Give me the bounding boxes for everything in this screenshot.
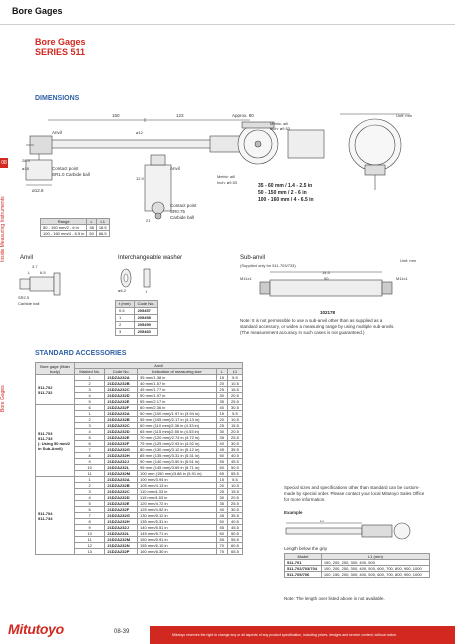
indication-cell: 70 mm (120 mm)/2.74 in (4.72 in)	[138, 435, 217, 441]
side-tab-bore-gages: Bore Gages	[0, 385, 6, 412]
anvil-carbide: Carbide ball	[18, 301, 40, 306]
dim-d128: ø12.8	[32, 188, 44, 193]
l1-cell: 20.5	[227, 429, 242, 435]
model-cell: 511-702/703/704	[285, 566, 322, 572]
t-cell: 3	[116, 329, 135, 336]
l1-cell: 40.5	[227, 519, 242, 525]
marked-cell: 6	[75, 405, 105, 411]
l-cell: 60	[216, 465, 227, 471]
marked-cell: 3	[75, 489, 105, 495]
subanvil-dim-14-5: 14.5	[322, 270, 330, 275]
l-header: L	[87, 219, 96, 225]
l-cell: 20	[216, 417, 227, 423]
anvil-sr: SR2.5	[18, 295, 30, 300]
code-cell: 21DZA232E	[105, 399, 138, 405]
marked-cell: 10	[75, 531, 105, 537]
range-notes	[258, 183, 314, 204]
example-drawing	[284, 520, 429, 542]
l1-cell: 25.5	[227, 399, 242, 405]
marked-cell: 6	[75, 441, 105, 447]
subanvil-drawing	[240, 268, 430, 318]
range-note: 50 - 150 mm / 2 - 6 in	[258, 190, 307, 196]
l1-cell: 10.5	[227, 417, 242, 423]
model-cell: 511-702 511-732	[36, 375, 75, 405]
l1-cell: 10.5	[227, 483, 242, 489]
code-cell: 21DZA232E	[105, 435, 138, 441]
indication-cell: 50 mm (100 mm)/1.97 in (3.94 in)	[138, 411, 217, 417]
section-title-line1: Bore Gages	[35, 37, 86, 47]
indication-cell: 65 mm (115 mm)/2.55 in (4.53 in)	[138, 429, 217, 435]
l-cell: 38	[87, 225, 96, 231]
dim-d18: ø18	[22, 166, 29, 171]
code-cell: 205459	[134, 322, 158, 329]
code-header: Code No.	[105, 369, 138, 375]
table-row	[285, 572, 430, 578]
side-page-marker: 08	[1, 160, 7, 166]
l1-cell: 30.5	[227, 405, 242, 411]
marked-cell: 12	[75, 543, 105, 549]
dimensions-unit: Unit: mm	[396, 113, 412, 118]
code-cell: 21DZA232L	[105, 465, 138, 471]
l1-cell: 45.5	[227, 525, 242, 531]
washer-table	[115, 300, 158, 336]
l-cell: 25	[216, 387, 227, 393]
l-cell: 15	[216, 375, 227, 381]
code-cell: 21DZA232D	[105, 393, 138, 399]
l1-cell: 20.5	[227, 393, 242, 399]
label-inch: Inch: ø9.53	[270, 126, 291, 131]
l1-cell: 30.5	[227, 507, 242, 513]
model-cell: 511-703 511-733 (: Using 50 mm/2 in Sub-Anvil)	[36, 405, 75, 477]
indication-cell: 130 mm/5.12 in	[138, 513, 217, 519]
code-cell: 205457	[134, 308, 158, 315]
l-cell: 50	[87, 231, 96, 237]
subanvil-thread-right: M11x1	[396, 276, 408, 281]
code-cell: 21DZA232C	[105, 387, 138, 393]
l-cell: 40	[216, 507, 227, 513]
l1-cell: 5.5	[227, 411, 242, 417]
l-cell: 25	[216, 489, 227, 495]
table-row	[116, 329, 158, 336]
label-contact-point: Contact point	[52, 166, 79, 171]
l-cell: 35	[216, 435, 227, 441]
section-title-line2: SERIES 511	[35, 47, 86, 57]
dim-d12: ø12	[136, 130, 143, 135]
code-cell: 21DZA232C	[105, 423, 138, 429]
indication-cell: 150 mm/5.91 in	[138, 537, 217, 543]
l1-cell: 65.5	[227, 549, 242, 555]
code-cell: 21DZA232B	[105, 381, 138, 387]
subanvil-thread-left: M11x1	[240, 276, 252, 281]
washer-drawing	[116, 264, 166, 294]
page-number: 08-39	[114, 629, 130, 635]
l1-cell: 60.5	[227, 543, 242, 549]
table-row	[41, 231, 110, 237]
dim-approx80: Approx. 80	[232, 113, 254, 118]
marked-cell: 1	[75, 477, 105, 483]
l-header: L	[216, 369, 227, 375]
marked-cell: 1	[75, 411, 105, 417]
l1-cell: 25.5	[227, 501, 242, 507]
range-header: Range	[41, 219, 87, 225]
code-cell: 21DZA232F	[105, 507, 138, 513]
code-cell: 21DZA232M	[105, 471, 138, 477]
indication-cell: 35 mm/1.38 in	[138, 375, 217, 381]
mitutoyo-logo: Mitutoyo	[8, 621, 64, 637]
l1-cell: 15.5	[227, 387, 242, 393]
dimensions-heading: DIMENSIONS	[35, 95, 80, 102]
model-header: Model	[285, 554, 322, 560]
indication-cell: 55 mm (105 mm)/2.17 in (4.13 in)	[138, 417, 217, 423]
marked-cell: 13	[75, 549, 105, 555]
indication-cell: 55 mm/2.17 in	[138, 399, 217, 405]
model-cell: 511-705/706	[285, 572, 322, 578]
code-cell: 21DZA232A	[105, 375, 138, 381]
l-cell: 75	[216, 549, 227, 555]
l-cell: 55	[216, 459, 227, 465]
subanvil-note: Note: It is not permissible to use a sub-anvil other than as supplied as a standard accessory, or widen a measuring range by using multiple sub-anvils. (The measurement accuracy in such cases is not guaranteed.)	[240, 318, 395, 335]
marked-cell: 5	[75, 399, 105, 405]
marked-cell: 5	[75, 501, 105, 507]
accessories-heading: STANDARD ACCESSORIES	[35, 350, 127, 357]
label-inch-2: Inch: ø9.53	[217, 180, 238, 185]
marked-cell: 6	[75, 507, 105, 513]
special-model-table	[284, 553, 430, 578]
marked-cell: 9	[75, 525, 105, 531]
l1-cell: 100, 200, 250, 300, 400, 500, 600, 700, 800, 900, 1000	[321, 566, 429, 572]
l-cell: 70	[216, 543, 227, 549]
code-cell: 21DZA232M	[105, 537, 138, 543]
indication-cell: 60 mm/2.36 in	[138, 405, 217, 411]
l1-cell: 5.5	[227, 375, 242, 381]
anvil-dim-3-7: 3.7	[32, 264, 38, 269]
indication-cell: 45 mm/1.77 in	[138, 387, 217, 393]
indication-cell: 90 mm (140 mm)/3.50 in (5.51 in)	[138, 459, 217, 465]
code-cell: 21DZA232D	[105, 429, 138, 435]
marked-cell: 11	[75, 537, 105, 543]
indication-cell: 80 mm (130 mm)/3.12 in (5.12 in)	[138, 447, 217, 453]
l1-cell: 15.5	[227, 423, 242, 429]
special-note: Note: The length over listed above is not available.	[284, 596, 385, 601]
code-cell: 21DZA232G	[105, 513, 138, 519]
code-cell: 21DZA232D	[105, 495, 138, 501]
l-cell: 40	[216, 405, 227, 411]
range-cell: 100 - 160 mm/4 - 6.5 in	[41, 231, 87, 237]
label-anvil-2: Anvil	[170, 166, 180, 171]
indication-cell: 105 mm/4.13 in	[138, 483, 217, 489]
marked-cell: 1	[75, 375, 105, 381]
l1-header: L1	[227, 369, 242, 375]
model-cell: 511-701	[285, 560, 322, 566]
code-cell: 21DZA232C	[105, 489, 138, 495]
dim-28: 28.5	[22, 158, 30, 163]
range-note: 100 - 160 mm / 4 - 6.5 in	[258, 197, 314, 203]
code-cell: 21DZA232H	[105, 519, 138, 525]
indication-cell: 155 mm/6.10 in	[138, 543, 217, 549]
subanvil-dim-50: 50	[324, 276, 329, 281]
range-cell: 50 - 150 mm/2 - 6 in	[41, 225, 87, 231]
l1-cell: 35.5	[227, 447, 242, 453]
indication-cell: 60 mm (110 mm)/2.36 in (4.33 in)	[138, 423, 217, 429]
indication-cell: 100 mm/3.94 in	[138, 477, 217, 483]
page-header-title: Bore Gages	[12, 6, 63, 16]
marked-header: Marked No.	[75, 369, 105, 375]
l-cell: 25	[216, 423, 227, 429]
marked-cell: 4	[75, 393, 105, 399]
marked-cell: 10	[75, 465, 105, 471]
l1-cell: 55.5	[227, 537, 242, 543]
l-cell: 20	[216, 381, 227, 387]
marked-cell: 7	[75, 513, 105, 519]
label-anvil: Anvil	[52, 130, 62, 135]
marked-cell: 4	[75, 429, 105, 435]
marked-cell: 7	[75, 447, 105, 453]
anvil-l-label: L	[28, 270, 31, 275]
l-cell: 45	[216, 447, 227, 453]
label-metric-2: Metric: ø8	[217, 174, 235, 179]
label-carbide-ball-2: Carbide ball	[170, 215, 195, 220]
accessories-table	[35, 362, 243, 555]
l1-mm-header: L1 (mm)	[321, 554, 429, 560]
l-cell: 50	[216, 519, 227, 525]
code-cell: 21DZA232F	[105, 441, 138, 447]
indication-cell: 140 mm/5.51 in	[138, 525, 217, 531]
range-table	[40, 218, 110, 237]
label-metric: Metric: ø8	[270, 121, 288, 126]
l1-cell: 25.5	[227, 435, 242, 441]
anvil-title: Anvil	[20, 255, 34, 261]
l1-cell: 55.5	[227, 471, 242, 477]
l-cell: 15	[216, 477, 227, 483]
l1-cell: 35.5	[227, 513, 242, 519]
marked-cell: 4	[75, 495, 105, 501]
l1-cell: 16.5	[96, 225, 109, 231]
washer-d: ø6.2	[118, 288, 127, 293]
l-cell: 65	[216, 471, 227, 477]
anvil-dim-6-5: 6.5	[40, 270, 46, 275]
code-cell: 21DZA232N	[105, 543, 138, 549]
indication-cell: 120 mm/4.72 in	[138, 501, 217, 507]
marked-cell: 8	[75, 519, 105, 525]
special-text: Special sizes and specifications other than standard can be custom-made by special order. Please contact your local Mitutoyo Sales Office for more information.	[284, 485, 425, 502]
l1-cell: 5.5	[227, 477, 242, 483]
marked-cell: 2	[75, 417, 105, 423]
indication-cell: 95 mm (145 mm)/3.69 in (5.71 in)	[138, 465, 217, 471]
header-divider	[0, 24, 455, 25]
code-header: Code No.	[134, 301, 158, 308]
table-row	[116, 315, 158, 322]
marked-cell: 2	[75, 483, 105, 489]
l-cell: 50	[216, 453, 227, 459]
table-row	[116, 322, 158, 329]
indication-cell: 50 mm/1.97 in	[138, 393, 217, 399]
dim-21: 21	[146, 218, 151, 223]
indication-cell: 145 mm/5.71 in	[138, 531, 217, 537]
indication-cell: 115 mm/4.53 in	[138, 495, 217, 501]
label-contact-point-2: Contact point	[170, 203, 197, 208]
range-note: 35 - 60 mm / 1.4 - 2.5 in	[258, 183, 313, 189]
code-cell: 21DZA232E	[105, 501, 138, 507]
l1-cell: 20.5	[227, 495, 242, 501]
marked-cell: 3	[75, 423, 105, 429]
l1-cell: 50.5	[227, 531, 242, 537]
washer-title: Interchangeable washer	[118, 255, 183, 261]
l-cell: 45	[216, 513, 227, 519]
indication-cell: 75 mm (125 mm)/2.93 in (4.92 in)	[138, 441, 217, 447]
dim-12-9: 12.9	[136, 176, 144, 181]
l1-cell: 100, 150, 200, 300, 400, 500, 600, 700, 800, 900, 1000	[321, 572, 429, 578]
l-cell: 40	[216, 441, 227, 447]
side-tab-inside-measuring: Inside Measuring Instruments	[0, 196, 6, 262]
marked-cell: 8	[75, 453, 105, 459]
label-sr10: SR1.0 Carbide ball	[52, 172, 90, 177]
indication-cell: 40 mm/1.57 in	[138, 381, 217, 387]
l-cell: 65	[216, 537, 227, 543]
t-cell: 2	[116, 322, 135, 329]
dim-150: 150	[112, 113, 120, 118]
subanvil-subtitle: (Supplied only for 511-703/733)	[240, 263, 296, 268]
code-cell: 21DZA232B	[105, 483, 138, 489]
l1-cell: 10.5	[227, 381, 242, 387]
l-cell: 15	[216, 411, 227, 417]
indication-cell: 100 mm (150 mm)/3.88 in (5.91 in)	[138, 471, 217, 477]
code-cell: 21DZA232H	[105, 453, 138, 459]
marked-cell: 2	[75, 381, 105, 387]
l1-cell: 40.5	[227, 453, 242, 459]
section-title	[35, 37, 86, 57]
code-cell: 21DZA232B	[105, 417, 138, 423]
table-row	[116, 308, 158, 315]
indication-cell: 85 mm (135 mm)/3.31 in (5.31 in)	[138, 453, 217, 459]
code-cell: 21DZA232A	[105, 477, 138, 483]
label-sr075: SR0.75	[170, 209, 186, 214]
marked-cell: 3	[75, 387, 105, 393]
bore-gage-header: Bore gage (Main body)	[36, 363, 75, 375]
l-cell: 30	[216, 495, 227, 501]
code-cell: 21DZA232L	[105, 531, 138, 537]
dim-123: 123	[176, 113, 184, 118]
l1-cell: 45.5	[227, 459, 242, 465]
t-header: t (mm)	[116, 301, 135, 308]
l1-cell: 30.5	[227, 441, 242, 447]
code-cell: 21DZA232G	[105, 447, 138, 453]
l1-cell: 150, 200, 250, 300, 400, 500	[321, 560, 429, 566]
example-l1: L1	[320, 520, 324, 523]
length-label: Length below the grip	[284, 546, 328, 551]
l1-cell: 50.5	[227, 465, 242, 471]
l-cell: 35	[216, 501, 227, 507]
subanvil-code: 102178	[320, 310, 336, 315]
footer-disclaimer: Mitutoyo reserves the right to change any or all aspects of any product specification, including prices, designs and service content, without notice.	[172, 633, 397, 637]
washer-t: t	[146, 289, 148, 294]
l-cell: 55	[216, 525, 227, 531]
marked-cell: 11	[75, 471, 105, 477]
code-cell: 21DZA232F	[105, 405, 138, 411]
subanvil-unit: Unit: mm	[400, 258, 416, 263]
anvil-header: Anvil	[75, 363, 243, 369]
l-cell: 30	[216, 429, 227, 435]
code-cell: 205460	[134, 329, 158, 336]
l1-cell: 15.5	[227, 489, 242, 495]
indication-cell: 135 mm/5.31 in	[138, 519, 217, 525]
model-cell: 511-704 511-734	[36, 477, 75, 555]
l1-cell: 66.5	[96, 231, 109, 237]
code-cell: 21DZA232A	[105, 411, 138, 417]
indication-cell: 125 mm/4.92 in	[138, 507, 217, 513]
table-row	[41, 225, 110, 231]
l-cell: 20	[216, 483, 227, 489]
code-cell: 21DZA232J	[105, 459, 138, 465]
example-label: Example	[284, 510, 303, 515]
code-cell: 21DZA232P	[105, 549, 138, 555]
l-cell: 60	[216, 531, 227, 537]
subanvil-title: Sub-anvil	[240, 255, 266, 261]
l-cell: 35	[216, 399, 227, 405]
marked-cell: 5	[75, 435, 105, 441]
table-row	[285, 566, 430, 572]
code-cell: 21DZA232J	[105, 525, 138, 531]
indication-header: Indication of measuring size	[138, 369, 217, 375]
code-cell: 205458	[134, 315, 158, 322]
indication-cell: 160 mm/6.30 in	[138, 549, 217, 555]
anvil-drawing	[18, 263, 78, 307]
t-cell: 1	[116, 315, 135, 322]
marked-cell: 9	[75, 459, 105, 465]
indication-cell: 110 mm/4.33 in	[138, 489, 217, 495]
l-cell: 30	[216, 393, 227, 399]
t-cell: 0.5	[116, 308, 135, 315]
l1-header: L1	[96, 219, 109, 225]
